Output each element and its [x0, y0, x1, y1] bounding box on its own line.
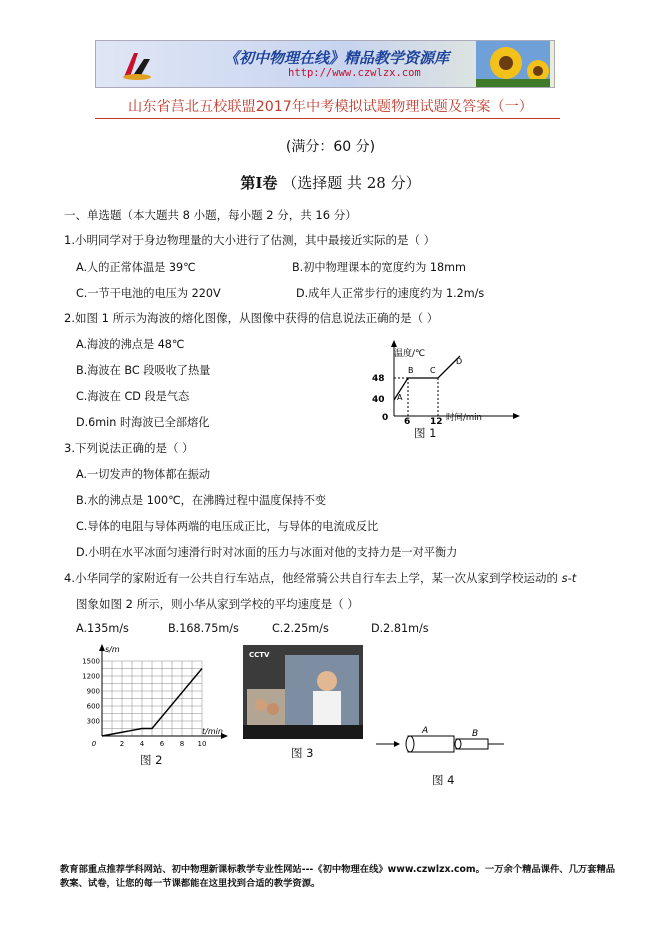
volume-sub: （选择题 共 28 分） [282, 174, 421, 192]
fig2-ytick-label: 900 [86, 687, 100, 696]
figure-1-caption: 图 1 [414, 426, 437, 440]
title-divider [95, 118, 560, 119]
banner-url[interactable]: http://www.czwlzx.com [288, 67, 421, 79]
question-2-option-c[interactable]: C.海波在 CD 段是气态 [76, 390, 190, 403]
figure-3-tv-scene [243, 645, 363, 739]
figure-4-tubes [376, 724, 506, 766]
fig4-arrow-icon [394, 741, 400, 747]
question-2-option-d[interactable]: D.6min 时海波已全部熔化 [76, 416, 210, 429]
fig4-label-b: B [472, 729, 479, 739]
question-4-stem-line-2: 图象如图 2 所示，则小华从家到学校的平均速度是（ ） [76, 597, 359, 611]
figure-3-photo [243, 645, 363, 739]
fig1-point-a: A [397, 393, 403, 402]
sunflower-icon [476, 41, 550, 87]
question-2-stem: 2.如图 1 所示为海波的熔化图像，从图像中获得的信息说法正确的是（ ） [64, 311, 439, 325]
question-4-option-b[interactable]: B.168.75m/s [168, 622, 239, 635]
question-4-option-a[interactable]: A.135m/s [76, 622, 129, 635]
question-4-stem-var: s-t [561, 571, 577, 585]
site-logo-icon [120, 47, 154, 81]
section-heading: 一、单选题（本大题共 8 小题，每小题 2 分，共 16 分） [64, 208, 357, 222]
fig2-ytick-label: 1500 [82, 657, 100, 666]
fig2-ylabel: s/m [105, 645, 120, 654]
fig2-xtick-label: 8 [179, 740, 185, 748]
figure-1-melting-graph [364, 340, 524, 424]
question-1-stem: 1.小明同学对于身边物理量的大小进行了估测，其中最接近实际的是（ ） [64, 233, 436, 247]
volume-heading [0, 172, 661, 193]
figure-2-st-graph [82, 644, 230, 748]
fig2-xtick-label: 6 [159, 740, 165, 748]
fig1-ytick-48: 48 [372, 374, 385, 384]
document-title: 山东省莒北五校联盟2017年中考模拟试题物理试题及答案（一） [128, 99, 533, 115]
fig4-tube-a [408, 736, 454, 752]
question-3-option-b[interactable]: B.水的沸点是 100℃，在沸腾过程中温度保持不变 [76, 494, 327, 507]
banner-title: 《初中物理在线》精品教学资源库 [224, 49, 450, 67]
question-4-option-d[interactable]: D.2.81m/s [371, 622, 429, 635]
page-footer: 教育部重点推荐学科网站、初中物理新课标教学专业性网站---《初中物理在线》www.czwlzx.com。一万余个精品课件、几万套精品教案、试卷，让您的每一节课都能在这里找到合适的教学资源。 [60, 864, 616, 889]
fig4-tube-b-end [455, 739, 461, 749]
fig1-xlabel: 时间/min [446, 413, 482, 423]
question-4-option-c[interactable]: C.2.25m/s [272, 622, 329, 635]
fig2-ytick-label: 300 [86, 717, 100, 726]
header-banner [95, 40, 555, 88]
fig1-x-arrow-icon [513, 413, 520, 419]
fig1-point-b: B [408, 366, 414, 375]
fig2-xtick-label: 2 [119, 740, 125, 748]
fig4-label-a: A [422, 726, 429, 736]
question-3-option-c[interactable]: C.导体的电阻与导体两端的电压成正比，与导体的电流成反比 [76, 520, 379, 533]
figure-3-caption: 图 3 [291, 746, 314, 760]
question-3-option-d[interactable]: D.小明在水平冰面匀速滑行时对冰面的压力与冰面对他的支持力是一对平衡力 [76, 546, 458, 559]
question-1-option-a[interactable]: A.人的正常体温是 39℃ [76, 261, 196, 274]
question-2-option-a[interactable]: A.海波的沸点是 48℃ [76, 338, 185, 351]
fig2-ytick-label: 1200 [82, 672, 100, 681]
volume-name: 第Ⅰ卷 [240, 174, 278, 192]
fig1-point-c: C [430, 366, 436, 375]
fig2-ytick-label: 600 [86, 702, 100, 711]
fig2-xtick-label: 0 [91, 740, 97, 748]
figure-2-caption: 图 2 [140, 753, 163, 767]
question-2-option-b[interactable]: B.海波在 BC 段吸收了热量 [76, 364, 211, 377]
fig1-xtick-6: 6 [404, 417, 411, 424]
fig1-ytick-40: 40 [372, 395, 385, 405]
fig2-xtick-label: 4 [139, 740, 145, 748]
question-4-stem-text: 4.小华同学的家附近有一公共自行车站点，他经常骑公共自行车去上学，某一次从家到学校运动的 [64, 571, 558, 585]
fig1-point-d: D [456, 357, 463, 366]
fig1-y-arrow-icon [391, 340, 397, 347]
question-3-option-a[interactable]: A.一切发声的物体都在振动 [76, 468, 211, 481]
fig2-xtick-label: 10 [197, 740, 207, 748]
question-4-stem-line-1 [64, 570, 576, 586]
question-1-option-b[interactable]: B.初中物理课本的宽度约为 18mm [292, 261, 466, 274]
full-score: (满分：60 分) [285, 139, 376, 155]
figure-3-channel-logo: CCTV [249, 651, 270, 659]
question-3-stem: 3.下列说法正确的是（ ） [64, 441, 194, 455]
fig2-xlabel: t/min [202, 727, 223, 736]
fig1-xtick-12: 12 [430, 417, 443, 424]
fig4-tube-a-end [406, 736, 414, 752]
question-1-option-d[interactable]: D.成年人正常步行的速度约为 1.2m/s [296, 287, 485, 300]
figure-4-caption: 图 4 [432, 773, 455, 787]
question-1-option-c[interactable]: C.一节干电池的电压为 220V [76, 287, 221, 300]
fig1-ytick-0: 0 [382, 413, 389, 423]
fig1-ylabel: 温度/℃ [394, 349, 426, 359]
